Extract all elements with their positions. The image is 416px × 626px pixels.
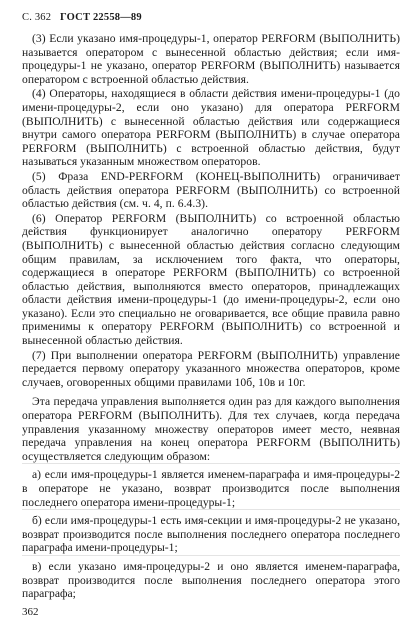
list-item-b: б) если имя-процедуры-1 есть имя-секции и имя-процедуры-2 не указано, возврат производится после выполнения последнего оператора последнего параграфа имени-процедуры-1; (22, 509, 400, 555)
paragraph-3: (3) Если указано имя-процедуры-1, оператор PERFORM (ВЫПОЛНИТЬ) называется оператором с вынесенной областью действия; если имя-процедуры-1 не указано, оператор PERFORM (ВЫПОЛНИТЬ) называется оператором с встроенной областью действия. (22, 32, 400, 86)
document-page (22, 12, 400, 601)
header-page-label: С. 362 (22, 12, 52, 23)
paragraph-5: (5) Фраза END-PERFORM (КОНЕЦ-ВЫПОЛНИТЬ) ограничивает область действия оператора PERFORM (ВЫПОЛНИТЬ) со встроенной областью действия (см. ч. 4, п. 6.4.3). (22, 169, 400, 211)
paragraph-6: (6) Оператор PERFORM (ВЫПОЛНИТЬ) со встроенной областью действия функционирует аналогично оператору PERFORM (ВЫПОЛНИТЬ) с вынесенной областью действия согласно следующим общим правилам, за исключением того факта, что операторы, содержащиеся в операторе PERFORM (ВЫПОЛНИТЬ) со встроенной областью действия, выполняются вместо операторов, принадлежащих области действия имени-процедуры-1 (до имени-процедуры-2, если оно указано). Если это специально не оговаривается, все общие правила равно применимы к оператору PERFORM (ВЫПОЛНИТЬ) со встроенной и вынесенной областью действия. (22, 211, 400, 348)
paragraph-4: (4) Операторы, находящиеся в области действия имени-процедуры-1 (до имени-процедуры-2, если оно указано) для оператора PERFORM (ВЫПОЛНИТЬ) с вынесенной областью действия или содержащиеся внутри самого оператора PERFORM (ВЫПОЛНИТЬ) в случае оператора PERFORM (ВЫПОЛНИТЬ) с встроенной областью действия, будут называться указанным множеством операторов. (22, 87, 400, 169)
paragraph-7: (7) При выполнении оператора PERFORM (ВЫПОЛНИТЬ) управление передается первому оператору указанного множества операторов, кроме случаев, оговоренных общими правилами 10б, 10в и 10г. (22, 348, 400, 389)
paragraph-transfer: Эта передача управления выполняется один раз для каждого выполнения оператора PERFORM (ВЫПОЛНИТЬ). Для тех случаев, когда передача управления указанному множеству операторов имеет место, неявная передача управления на конец оператора PERFORM (ВЫПОЛНИТЬ) осуществляется следующим образом: (22, 395, 400, 463)
list-item-a: а) если имя-процедуры-1 является именем-параграфа и имя-процедуры-2 в операторе не указано, возврат производится после выполнения последнего оператора имени-процедуры-1; (22, 463, 400, 509)
header-standard: ГОСТ 22558—89 (60, 12, 142, 23)
page-header (22, 12, 400, 26)
list-item-v: в) если указано имя-процедуры-2 и оно является именем-параграфа, возврат производится после выполнения последнего оператора этого параграфа; (22, 555, 400, 601)
footer-page-number: 362 (22, 606, 39, 618)
